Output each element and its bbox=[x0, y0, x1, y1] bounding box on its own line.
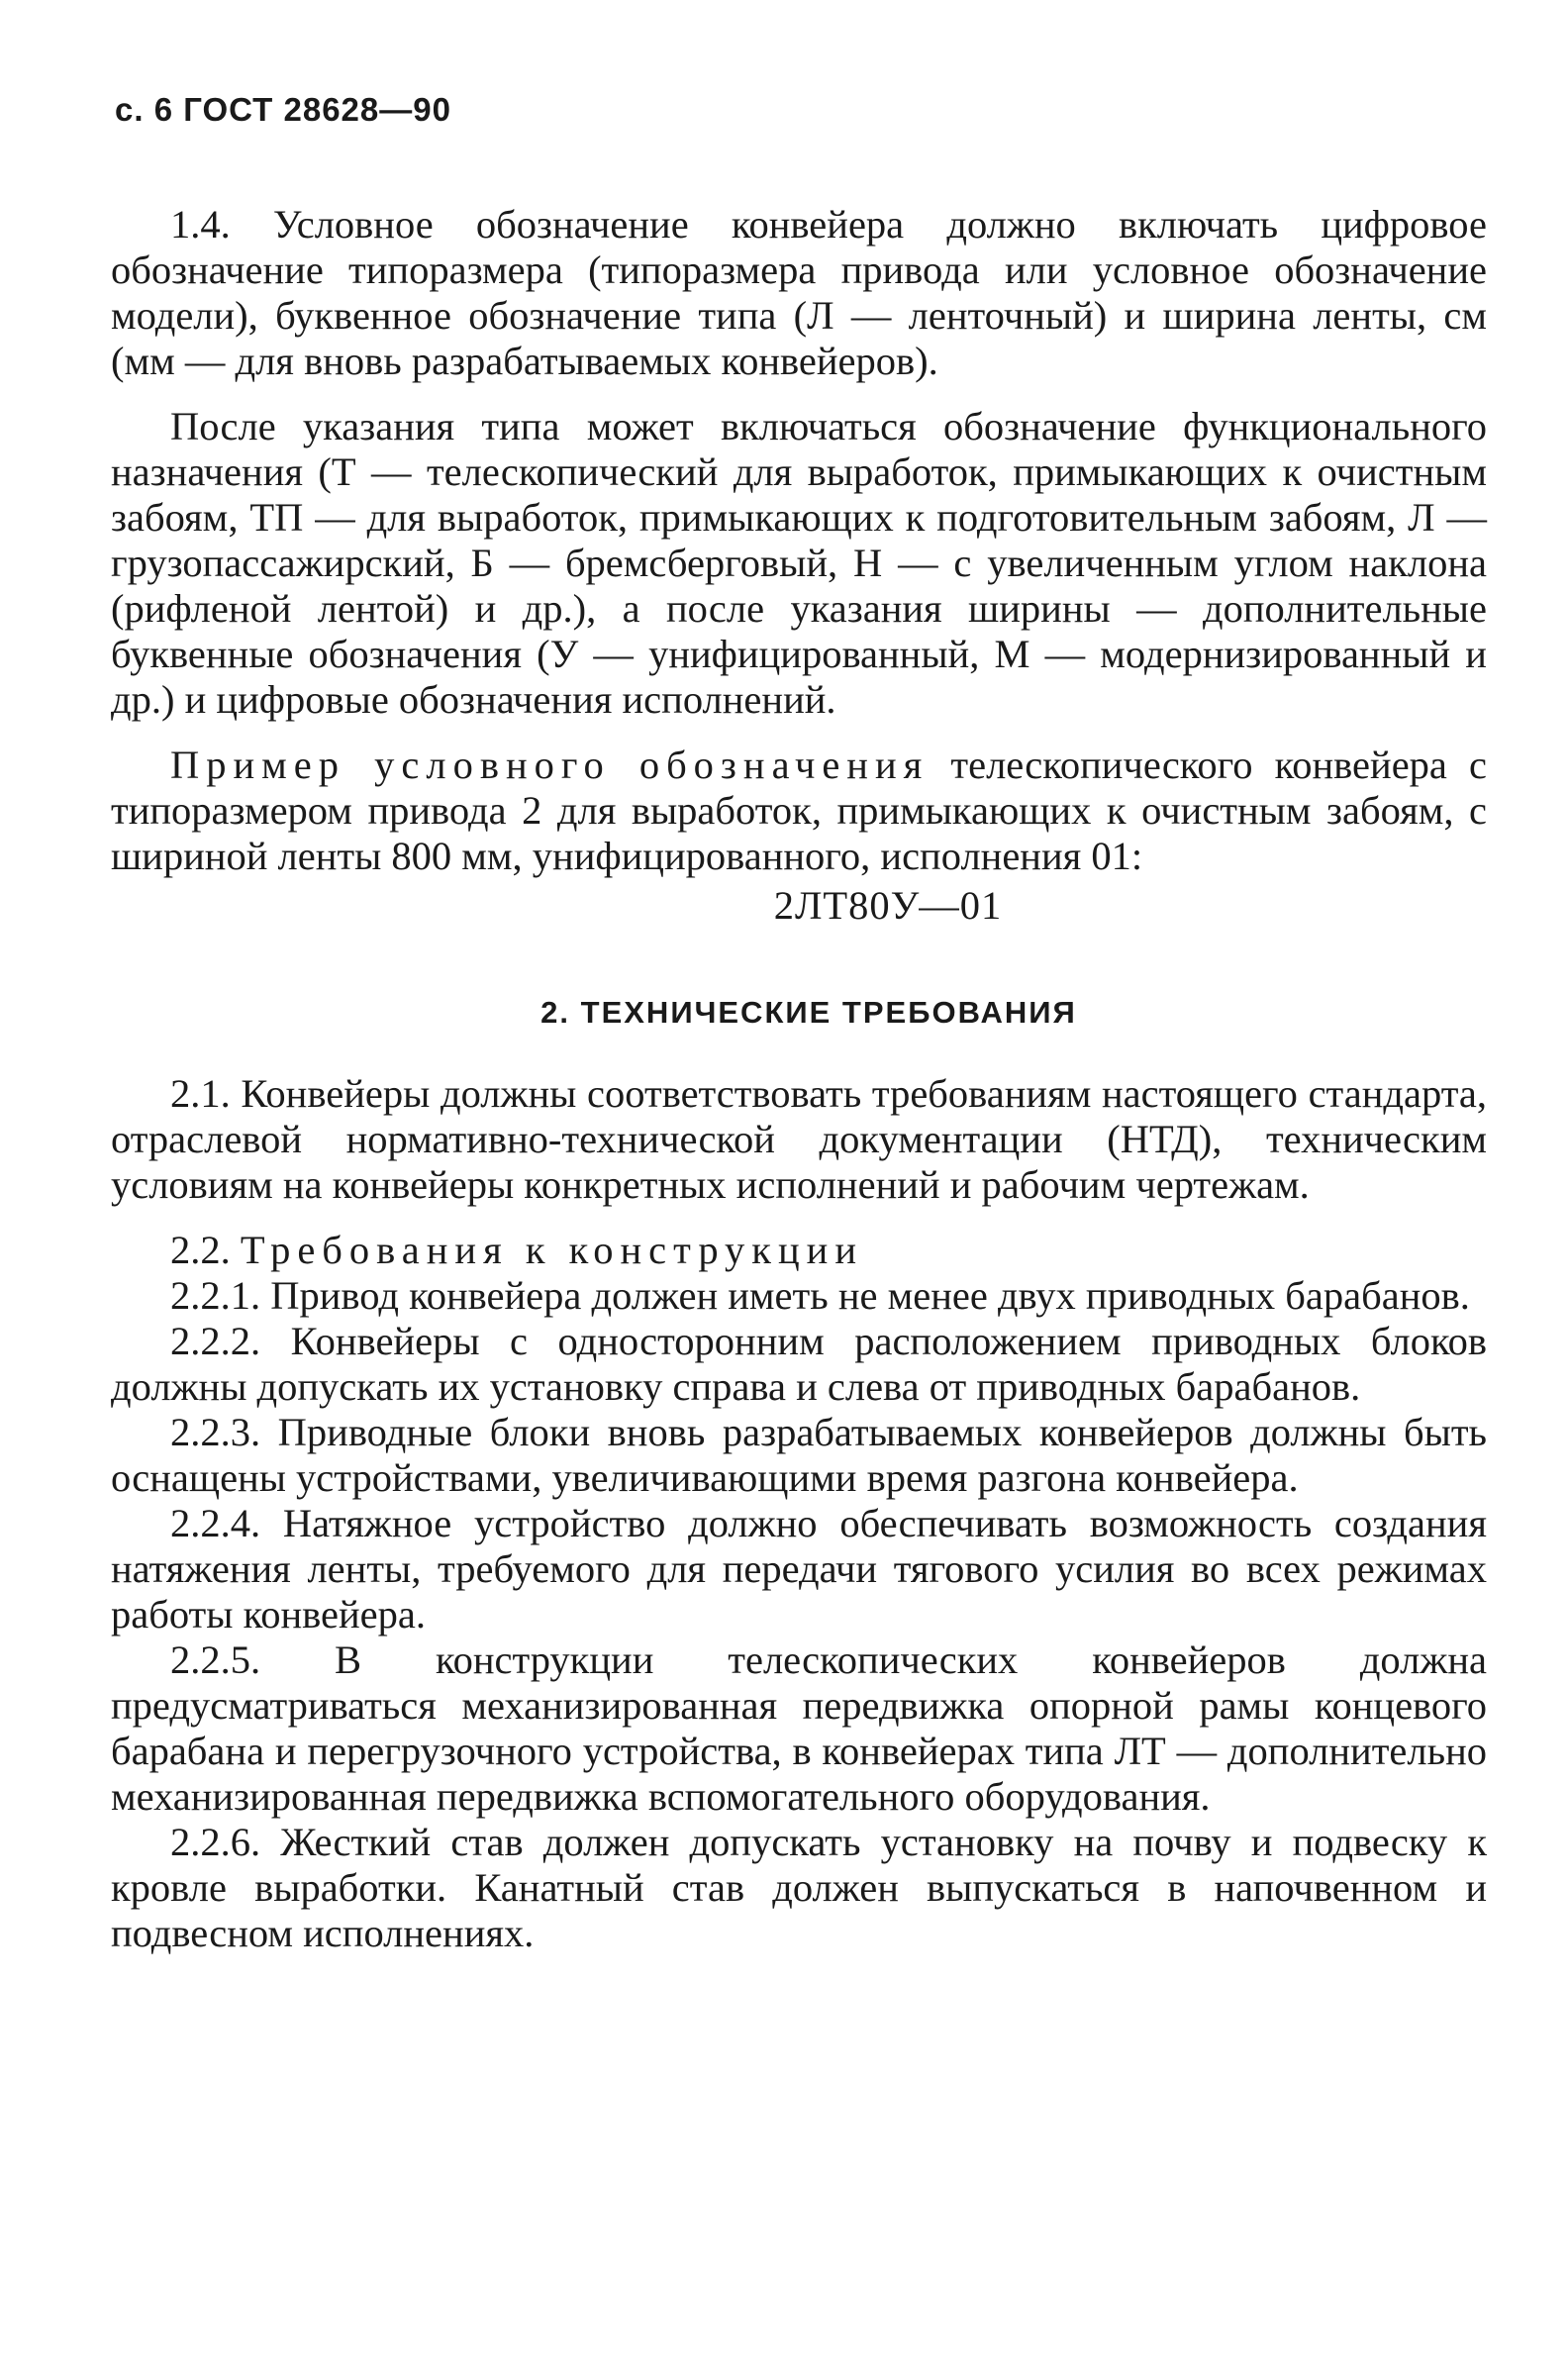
paragraph-2-2-1: 2.2.1. Привод конвейера должен иметь не менее двух приводных барабанов. bbox=[170, 1273, 1470, 1318]
running-head: с. 6 ГОСТ 28628—90 bbox=[115, 91, 451, 128]
paragraph-2-2-4: 2.2.4. Натяжное устройство должно обеспечивать возможность создания натяжения ленты, требуемого для передачи тягового усилия во всех режимах работы конвейера. bbox=[111, 1501, 1487, 1636]
document-page bbox=[111, 91, 1487, 1956]
document-body bbox=[111, 202, 1487, 1956]
paragraph-2-2-2: 2.2.2. Конвейеры с односторонним расположением приводных блоков должны допускать их установку справа и слева от приводных барабанов. bbox=[111, 1319, 1487, 1409]
example-label: Пример условного обозначения bbox=[170, 743, 930, 787]
paragraph-2-2 bbox=[111, 1228, 1487, 1273]
paragraph-1-4: 1.4. Условное обозначение конвейера должно включать цифровое обозначение типоразмера (типоразмера привода или условное обозначение модели), буквенное обозначение типа (Л — ленточный) и ширина ленты, см (мм — для вновь разрабатываемых конвейеров). bbox=[111, 202, 1487, 383]
paragraph-after-type: После указания типа может включаться обозначение функционального назначения (Т — телескопический для выработок, примыкающих к очистным забоям, ТП — для выработок, примыкающих к подготовительным забоям, Л — грузопассажирский, Б — бремсберговый, Н — с увеличенным углом наклона (рифленой лентой) и др.), а после указания ширины — дополнительные буквенные обозначения (У — унифицированный, М — модернизированный и др.) и цифровые обозначения исполнений. bbox=[111, 404, 1487, 722]
paragraph-2-2-5: 2.2.5. В конструкции телескопических конвейеров должна предусматриваться механизированная передвижка опорной рамы концевого барабана и перегрузочного устройства, в конвейерах типа ЛТ — дополнительно механизированная передвижка вспомогательного оборудования. bbox=[111, 1637, 1487, 1819]
example-designation: 2ЛТ80У—01 bbox=[773, 883, 1003, 928]
example-text: телескопического конвейера с типоразмером привода 2 для выработок, примыкающих к очистным забоям, с шириной ленты 800 мм, унифицированного, исполнения 01: bbox=[111, 743, 1487, 878]
paragraph-2-2-title: Требования к конструкции bbox=[240, 1228, 863, 1272]
paragraph-2-2-6: 2.2.6. Жесткий став должен допускать установку на почву и подвеску к кровле выработки. Канатный став должен выпускаться в напочвенном и подвесном исполнениях. bbox=[111, 1820, 1487, 1955]
paragraph-example bbox=[111, 743, 1487, 879]
paragraph-2-2-number: 2.2. bbox=[170, 1228, 241, 1272]
section-title: 2. ТЕХНИЧЕСКИЕ ТРЕБОВАНИЯ bbox=[540, 995, 1077, 1030]
paragraph-2-1: 2.1. Конвейеры должны соответствовать требованиям настоящего стандарта, отраслевой нормативно-технической документации (НТД), техническим условиям на конвейеры конкретных исполнений и рабочим чертежам. bbox=[111, 1071, 1487, 1207]
paragraph-2-2-3: 2.2.3. Приводные блоки вновь разрабатываемых конвейеров должны быть оснащены устройствами, увеличивающими время разгона конвейера. bbox=[111, 1410, 1487, 1500]
